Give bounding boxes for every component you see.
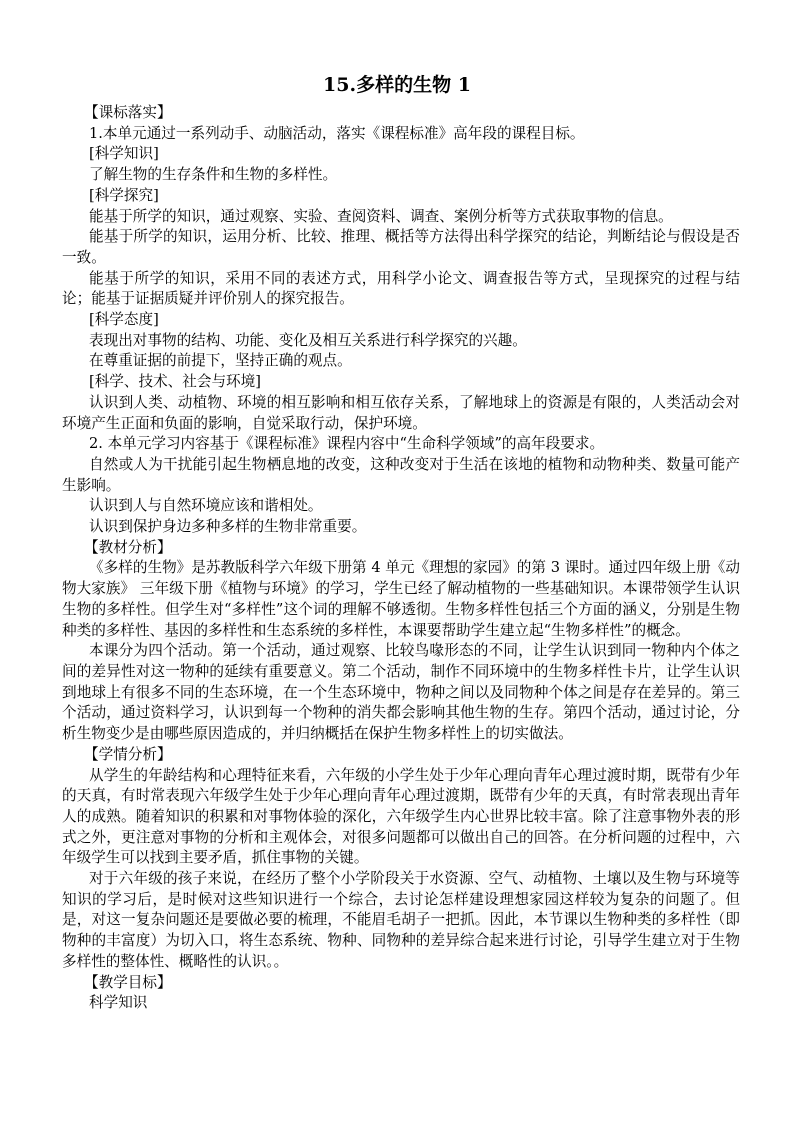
body-paragraph: 认识到人与自然环境应该和谐相处。 (89, 497, 323, 515)
body-paragraph: 能基于所学的知识，通过观察、实验、查阅资料、调查、案例分析等方式获取事物的信息。 (89, 207, 673, 225)
page-title: 15.多样的生物 1 (323, 74, 471, 96)
body-paragraph: 《多样的生物》是苏教版科学六年级下册第 4 单元《理想的家园》的第 3 课时。通过四年级上册《动物大家族》 三年级下册《植物与环境》的学习，学生已经了解动植物的一些基础知识。本课带领学生认识生物的多样性。但学生对“多样性”这个词的理解不够透彻。生物多样性包括三个方面的涵义，分别是生物种类的多样性、基因的多样性和生态系统的多样性，本课要帮助学生建立起“生物多样性”的概念。 (62, 559, 740, 639)
body-paragraph: 科学知识 (89, 994, 148, 1012)
section-heading: 【教学目标】 (84, 973, 172, 991)
subsection-label: [科学、技术、社会与环境] (89, 373, 261, 391)
body-paragraph: 在尊重证据的前提下，坚持正确的观点。 (89, 352, 352, 370)
body-paragraph: 能基于所学的知识，采用不同的表述方式，用科学小论文、调查报告等方式，呈现探究的过程与结论；能基于证据质疑并评价别人的探究报告。 (62, 269, 740, 308)
body-paragraph: 1.本单元通过一系列动手、动脑活动，落实《课程标准》高年段的课程目标。 (89, 124, 585, 142)
body-paragraph: 能基于所学的知识，运用分析、比较、推理、概括等方法得出科学探究的结论，判断结论与假设是否一致。 (62, 228, 740, 266)
body-paragraph: 认识到保护身边多种多样的生物非常重要。 (89, 518, 367, 536)
body-paragraph: 表现出对事物的结构、功能、变化及相互关系进行科学探究的兴趣。 (89, 331, 527, 349)
section-heading: 【学情分析】 (84, 745, 172, 763)
subsection-label: [科学探究] (89, 186, 159, 204)
section-heading: 【教材分析】 (84, 538, 172, 556)
subsection-label: [科学知识] (89, 145, 159, 163)
document-body (62, 103, 740, 1014)
body-paragraph: 从学生的年龄结构和心理特征来看，六年级的小学生处于少年心理向青年心理过渡时期，既带有少年的天真，有时常表现六年级学生处于少年心理向青年心理过渡期，既带有少年的天真，有时常表现出青年人的成熟。随着知识的积累和对事物体验的深化，六年级学生内心世界比较丰富。除了注意事物外表的形式之外，更注意对事物的分析和主观体会，对很多问题都可以做出自己的回答。在分析问题的过程中，六年级学生可以找到主要矛盾，抓住事物的关键。 (62, 766, 740, 867)
body-paragraph: 本课分为四个活动。第一个活动，通过观察、比较鸟喙形态的不同，让学生认识到同一物种内个体之间的差异性对这一物种的延续有重要意义。第二个活动，制作不同环境中的生物多样性卡片，让学生认识到地球上有很多不同的生态环境，在一个生态环境中，物种之间以及同物种个体之间是存在差异的。第三个活动，通过资料学习，认识到每一个物种的消失都会影响其他生物的生存。第四个活动，通过讨论，分析生物变少是由哪些原因造成的，并归纳概括在保护生物多样性上的切实做法。 (62, 642, 740, 743)
body-paragraph: 认识到人类、动植物、环境的相互影响和相互依存关系，了解地球上的资源是有限的，人类活动会对环境产生正面和负面的影响，自觉采取行动，保护环境。 (62, 393, 740, 432)
subsection-label: [科学态度] (89, 311, 159, 329)
section-heading: 【课标落实】 (84, 104, 172, 121)
body-paragraph: 2. 本单元学习内容基于《课程标准》课程内容中“生命科学领域”的高年段要求。 (89, 435, 605, 453)
body-paragraph: 对于六年级的孩子来说，在经历了整个小学阶段关于水资源、空气、动植物、土壤以及生物与环境等知识的学习后，是时候对这些知识进行一个综合，去讨论怎样建设理想家园这样较为复杂的问题了。但是，对这一复杂问题还是要做必要的梳理，不能眉毛胡子一把抓。因此，本节课以生物种类的多样性（即物种的丰富度）为切入口，将生态系统、物种、同物种的差异综合起来进行讨论，引导学生建立对于生物多样性的整体性、概略性的认识。。 (62, 870, 740, 970)
body-paragraph: 了解生物的生存条件和生物的多样性。 (89, 166, 338, 184)
body-paragraph: 自然或人为干扰能引起生物栖息地的改变，这种改变对于生活在该地的植物和动物种类、数量可能产生影响。 (62, 455, 740, 494)
